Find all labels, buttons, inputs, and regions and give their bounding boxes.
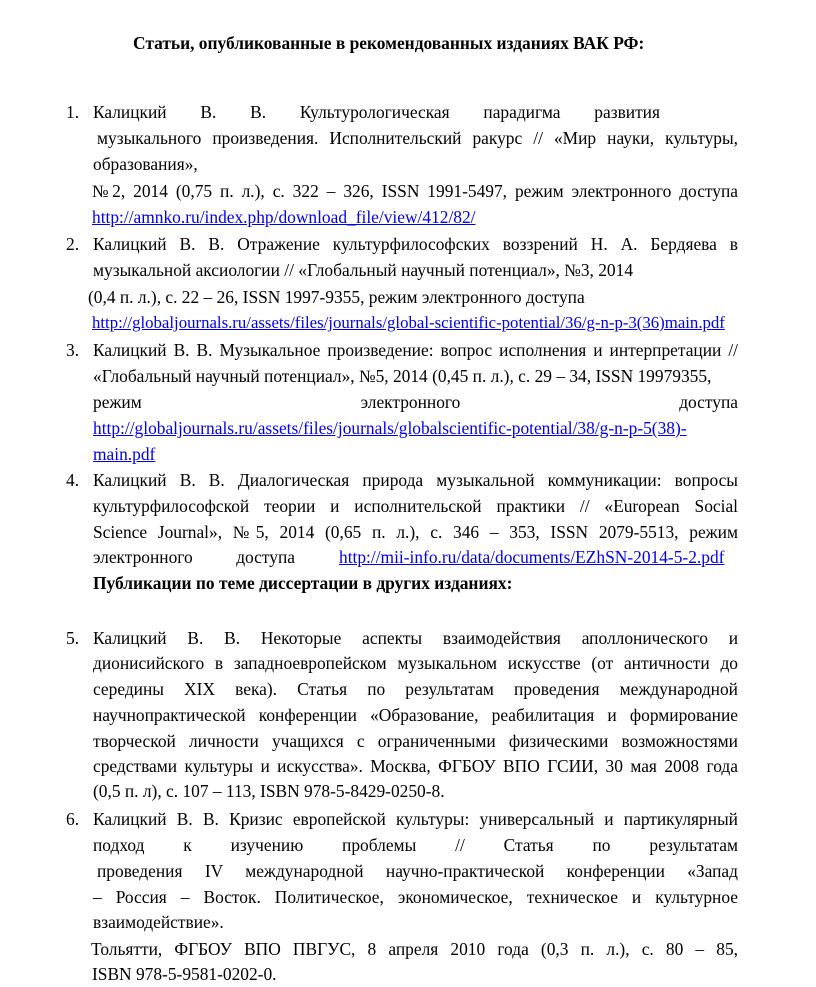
list-item-line: ISBN 978-5-9581-0202-0. [92, 964, 277, 984]
list-number: 5. [66, 628, 80, 648]
list-item-line: Калицкий В. В. Музыкальное произведение: вопрос исполнения и интерпретации // [93, 340, 738, 360]
list-item-line: музыкального произведения. Исполнительский ракурс // «Мир науки, культуры, [97, 128, 738, 148]
list-item-line: Калицкий В. В. Некоторые аспекты взаимодействия аполлонического и [93, 628, 738, 648]
list-number: 3. [66, 340, 80, 360]
list-item-line: №2, 2014 (0,75 п. л.), с. 322 – 326, ISSN 1991-5497, режим электронного доступа [92, 181, 738, 201]
list-item-line: проведения IV международной научно-практической конференции «Запад [97, 861, 738, 881]
article-link[interactable]: http://amnko.ru/index.php/download_file/view/412/82/ [92, 207, 476, 227]
list-item-line: средствами культуры и искусства». Москва, ФГБОУ ВПО ГСИИ, 30 мая 2008 года [93, 756, 738, 776]
list-item-line: культурфилософской теории и исполнительской практики // «European Social [93, 496, 738, 516]
article-link[interactable]: http://mii-info.ru/data/documents/EZhSN-2014-5-2.pdf [339, 547, 725, 567]
list-item-line: Калицкий В. В. Диалогическая природа музыкальной коммуникации: вопросы [93, 470, 738, 490]
list-item-line: Тольятти, ФГБОУ ВПО ПВГУС, 8 апреля 2010 года (0,3 п. л.), с. 80 – 85, [91, 939, 738, 959]
list-item-line: режим электронного доступа [93, 392, 738, 412]
list-item-line: Science Journal», №5, 2014 (0,65 п. л.), с. 346 – 353, ISSN 2079-5513, режим [93, 522, 738, 542]
list-item-line: дионисийского в западноевропейском музыкальном искусстве (от античности до [93, 653, 738, 673]
article-link[interactable]: http://globaljournals.ru/assets/files/journals/global-scientific-potential/36/g-n-p-3(36)main.pdf [92, 313, 725, 332]
list-item-line: подход к изучению проблемы // Статья по результатам [93, 835, 738, 855]
list-item-line: взаимодействие». [93, 912, 224, 932]
list-number: 1. [66, 102, 80, 122]
list-number: 4. [66, 470, 80, 490]
list-item-line: музыкальной аксиологии // «Глобальный научный потенциал», №3, 2014 [93, 260, 634, 280]
list-item-line: середины XIX века). Статья по результатам проведения международной [93, 679, 738, 699]
article-link-continuation[interactable]: main.pdf [93, 444, 156, 464]
list-item-line: творческой личности учащихся с ограниченными физическими возможностями [93, 731, 738, 751]
list-item-line: Калицкий В. В. Отражение культурфилософских воззрений Н. А. Бердяева в [93, 234, 738, 254]
list-item-line: Калицкий В. В. Культурологическая парадигма развития [93, 102, 660, 122]
list-item-line: – Россия – Восток. Политическое, экономическое, техническое и культурное [93, 887, 738, 907]
list-item-line: (0,5 п. л), с. 107 – 113, ISBN 978-5-8429-0250-8. [93, 781, 445, 801]
list-item-line: Калицкий В. В. Кризис европейской культуры: универсальный и партикулярный [93, 809, 738, 829]
article-link[interactable]: http://globaljournals.ru/assets/files/journals/globalscientific-potential/38/g-n-p-5(38)- [93, 418, 687, 438]
list-item-line: образования», [93, 154, 198, 174]
section-subheading: Публикации по теме диссертации в других изданиях: [93, 573, 513, 593]
list-item-line: научнопрактической конференции «Образование, реабилитация и формирование [93, 705, 738, 725]
list-number: 6. [66, 809, 80, 829]
page-heading: Статьи, опубликованные в рекомендованных изданиях ВАК РФ: [133, 33, 645, 53]
list-number: 2. [66, 234, 80, 254]
list-item-line: электронного доступа [93, 547, 295, 567]
list-item-line: «Глобальный научный потенциал», №5, 2014 (0,45 п. л.), с. 29 – 34, ISSN 19979355, [93, 366, 712, 386]
list-item-line: (0,4 п. л.), с. 22 – 26, ISSN 1997-9355, режим электронного доступа [88, 287, 585, 307]
